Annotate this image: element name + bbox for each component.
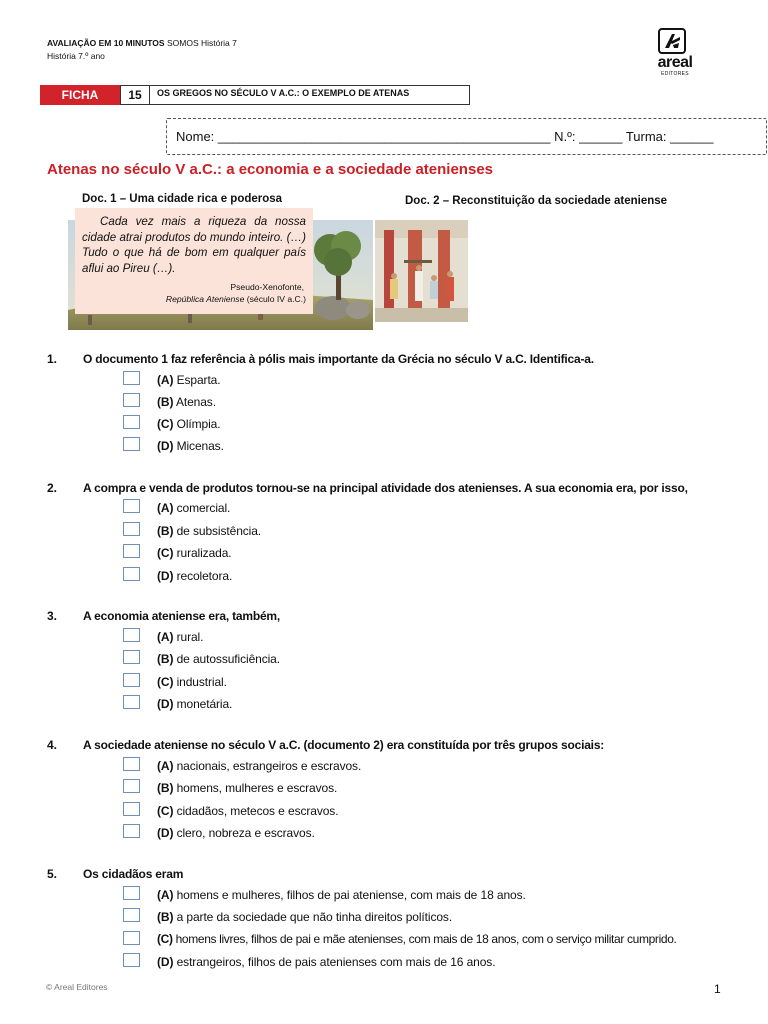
option-text: Olímpia. bbox=[176, 417, 221, 431]
doc1-quote-author: Pseudo-Xenofonte, bbox=[230, 282, 304, 292]
option-text: de subsistência. bbox=[176, 524, 262, 538]
option-letter: (A) bbox=[157, 630, 174, 644]
option-text: ruralizada. bbox=[176, 546, 232, 560]
option-checkbox[interactable] bbox=[123, 628, 140, 642]
option bbox=[157, 675, 227, 689]
header-series-name: SOMOS História 7 bbox=[166, 38, 237, 48]
option-checkbox[interactable] bbox=[123, 544, 140, 558]
option-letter: (B) bbox=[157, 910, 174, 924]
doc1-quote: Cada vez mais a riqueza da nossa cidade atrai produtos do mundo inteiro. (…) Tudo o que há de bom em qualquer país aflui ao Pireu (…). bbox=[82, 215, 306, 275]
doc2-label: Doc. 2 – Reconstituição da sociedade ateniense bbox=[405, 195, 668, 207]
option bbox=[157, 569, 232, 583]
option bbox=[157, 759, 361, 773]
option-checkbox[interactable] bbox=[123, 695, 140, 709]
option bbox=[157, 888, 526, 902]
ficha-number: 15 bbox=[120, 85, 150, 105]
option bbox=[157, 697, 232, 711]
option-checkbox[interactable] bbox=[123, 886, 140, 900]
option bbox=[157, 373, 220, 387]
areal-logo-mark-icon bbox=[658, 28, 686, 54]
question-number: 2. bbox=[47, 481, 58, 495]
option-checkbox[interactable] bbox=[123, 415, 140, 429]
option bbox=[157, 417, 220, 431]
option-text: de autossuficiência. bbox=[176, 652, 280, 666]
option bbox=[157, 546, 232, 560]
option-letter: (C) bbox=[157, 932, 173, 946]
option-text: Atenas. bbox=[175, 395, 216, 409]
option bbox=[157, 932, 677, 946]
option-text: a parte da sociedade que não tinha direitos políticos. bbox=[176, 910, 453, 924]
option-checkbox[interactable] bbox=[123, 437, 140, 451]
areal-logo-subtitle: EDITORES bbox=[661, 71, 689, 77]
option-letter: (B) bbox=[157, 652, 174, 666]
option bbox=[157, 652, 280, 666]
page-number: 1 bbox=[714, 982, 721, 996]
option-text: recoletora. bbox=[176, 569, 233, 583]
option bbox=[157, 910, 452, 924]
option-text: homens livres, filhos de pai e mãe atenienses, com mais de 18 anos, com o serviço militar cumprido. bbox=[175, 932, 677, 946]
option bbox=[157, 781, 337, 795]
option-checkbox[interactable] bbox=[123, 931, 140, 945]
option-text: comercial. bbox=[176, 501, 231, 515]
option bbox=[157, 524, 261, 538]
option bbox=[157, 826, 315, 840]
question-number: 1. bbox=[47, 352, 58, 366]
question-number: 4. bbox=[47, 738, 58, 752]
option-letter: (A) bbox=[157, 373, 174, 387]
option bbox=[157, 439, 224, 453]
doc1-quote-work-title: República Ateniense bbox=[165, 294, 245, 304]
option-checkbox[interactable] bbox=[123, 499, 140, 513]
option-checkbox[interactable] bbox=[123, 824, 140, 838]
areal-logo-wordmark: areal bbox=[657, 54, 693, 71]
header-series-bold: AVALIAÇÃO EM 10 MINUTOS bbox=[47, 38, 165, 48]
option-letter: (D) bbox=[157, 697, 174, 711]
question-text: Os cidadãos eram bbox=[83, 867, 184, 881]
option bbox=[157, 501, 230, 515]
option-text: Esparta. bbox=[176, 373, 221, 387]
doc1-quote-work-date: (século IV a.C.) bbox=[246, 294, 306, 304]
option-text: nacionais, estrangeiros e escravos. bbox=[176, 759, 362, 773]
question-number: 3. bbox=[47, 609, 58, 623]
areal-logo bbox=[645, 28, 705, 78]
option-letter: (D) bbox=[157, 439, 174, 453]
option-text: industrial. bbox=[176, 675, 227, 689]
option-letter: (C) bbox=[157, 675, 174, 689]
option-text: clero, nobreza e escravos. bbox=[176, 826, 315, 840]
option-text: homens, mulheres e escravos. bbox=[176, 781, 338, 795]
section-title: Atenas no século V a.C.: a economia e a sociedade atenienses bbox=[47, 161, 494, 178]
option-letter: (B) bbox=[157, 781, 174, 795]
option bbox=[157, 804, 338, 818]
footer-copyright: © Areal Editores bbox=[46, 982, 108, 992]
option-letter: (A) bbox=[157, 501, 174, 515]
header-grade: História 7.º ano bbox=[47, 51, 105, 61]
question-text: A sociedade ateniense no século V a.C. (documento 2) era constituída por três grupos sociais: bbox=[83, 738, 605, 752]
question-text: A economia ateniense era, também, bbox=[83, 609, 281, 623]
option-letter: (A) bbox=[157, 759, 174, 773]
option-letter: (B) bbox=[157, 524, 174, 538]
option-letter: (B) bbox=[157, 395, 174, 409]
option-text: Micenas. bbox=[176, 439, 224, 453]
option-letter: (D) bbox=[157, 569, 174, 583]
option-letter: (A) bbox=[157, 888, 174, 902]
question-number: 5. bbox=[47, 867, 58, 881]
option-checkbox[interactable] bbox=[123, 802, 140, 816]
option-text: monetária. bbox=[176, 697, 233, 711]
question-text: A compra e venda de produtos tornou-se na principal atividade dos atenienses. A sua economia era, por isso, bbox=[83, 481, 688, 495]
option bbox=[157, 395, 216, 409]
doc1-label: Doc. 1 – Uma cidade rica e poderosa bbox=[82, 193, 283, 205]
option-checkbox[interactable] bbox=[123, 779, 140, 793]
question-text: O documento 1 faz referência à pólis mais importante da Grécia no século V a.C. Identifica-a. bbox=[83, 352, 594, 366]
ficha-title: OS GREGOS NO SÉCULO V A.C.: O EXEMPLO DE ATENAS bbox=[149, 85, 470, 105]
option-letter: (C) bbox=[157, 417, 174, 431]
ficha-label: FICHA bbox=[40, 85, 120, 105]
option-checkbox[interactable] bbox=[123, 908, 140, 922]
option-text: rural. bbox=[176, 630, 204, 644]
option-checkbox[interactable] bbox=[123, 953, 140, 967]
doc1-quote-work bbox=[82, 294, 306, 304]
option bbox=[157, 955, 495, 969]
option-checkbox[interactable] bbox=[123, 393, 140, 407]
option bbox=[157, 630, 203, 644]
option-checkbox[interactable] bbox=[123, 567, 140, 581]
option-checkbox[interactable] bbox=[123, 757, 140, 771]
option-letter: (D) bbox=[157, 826, 174, 840]
option-text: cidadãos, metecos e escravos. bbox=[176, 804, 339, 818]
option-letter: (C) bbox=[157, 546, 174, 560]
option-letter: (D) bbox=[157, 955, 174, 969]
option-checkbox[interactable] bbox=[123, 522, 140, 536]
option-checkbox[interactable] bbox=[123, 673, 140, 687]
option-text: homens e mulheres, filhos de pai ateniense, com mais de 18 anos. bbox=[176, 888, 526, 902]
header-series bbox=[47, 38, 237, 48]
option-checkbox[interactable] bbox=[123, 371, 140, 385]
student-info-fields[interactable]: Nome: ______________________________________________ N.º: ______ Turma: ______ bbox=[176, 129, 714, 144]
option-text: estrangeiros, filhos de pais atenienses com mais de 16 anos. bbox=[176, 955, 496, 969]
option-letter: (C) bbox=[157, 804, 174, 818]
option-checkbox[interactable] bbox=[123, 650, 140, 664]
